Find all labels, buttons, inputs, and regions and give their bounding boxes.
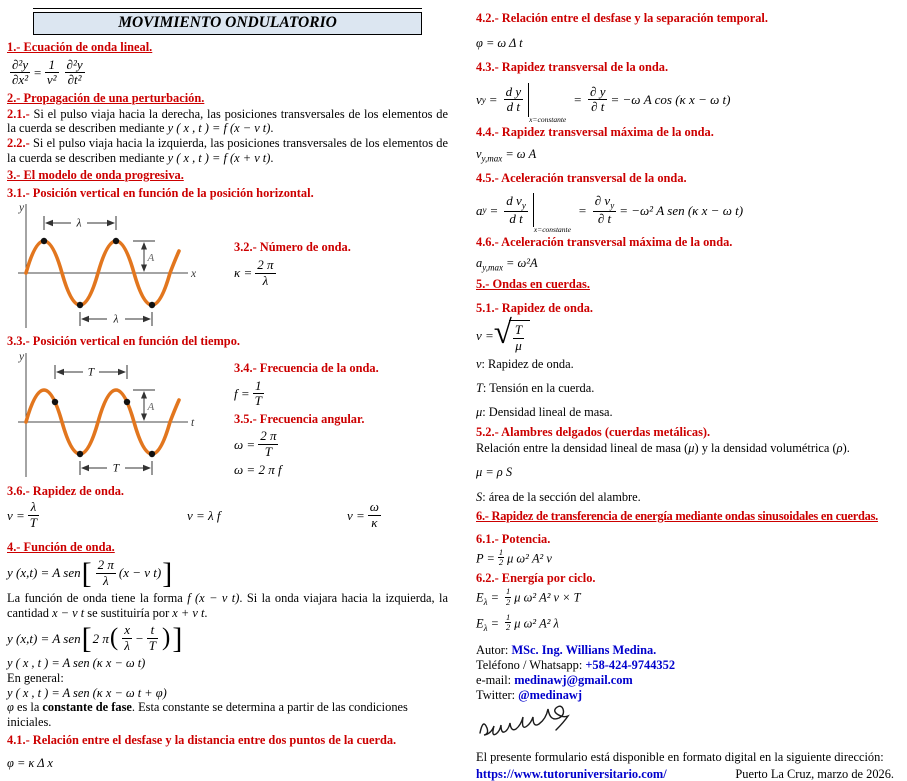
author-line: Autor: MSc. Ing. Willians Medina. — [476, 643, 657, 658]
eq-wave-number: κ = $\frac{2 \pi}{\lambda}$ — [234, 257, 274, 288]
eq-angular-frequency-2: ω = 2 π f — [234, 462, 282, 478]
eq-transverse-acceleration: a y = $\frac{d v_y}{\text{d t}}$ x=constante = $\frac{\partial v_y}{\partial t}$ = −ω² A sen (κ x − ω t) — [476, 193, 744, 235]
figure-2-side — [234, 350, 379, 481]
section-3-4-heading: 3.4.- Frecuencia de la onda. — [234, 361, 379, 375]
footer-place-date: Puerto La Cruz, marzo de 2026. — [735, 766, 894, 781]
right-bracket: ] — [162, 556, 173, 590]
fig2-y-axis-label: y — [19, 351, 25, 363]
eq-wave-function-1: y (x,t) = A sen [ $\frac{2 \pi}{\lambda}$ (x − v t) ] — [7, 556, 173, 590]
eq-wave-function-2: y (x,t) = A sen [ 2 π ( $\frac{x}{\lambda}$ − $\frac{t}{T}$ ) ] — [7, 621, 183, 655]
section-4-2-heading: 4.2.- Relación entre el desfase y la separación temporal. — [476, 11, 768, 25]
section-3-1-heading: 3.1.- Posición vertical en función de la posición horizontal. — [7, 185, 314, 200]
twitter-line: Twitter: @medinawj — [476, 688, 582, 703]
fig2-amplitude-label: A — [147, 401, 155, 413]
paragraph-2-1: 2.1.- Si el pulso viaja hacia la derecha, las posiciones transversales de los elementos de la cuerda se describen mediante y ( x , t ) = f (x − v t). — [7, 106, 448, 136]
section-3-2-heading: 3.2.- Número de onda. — [234, 240, 351, 255]
contact-block — [476, 643, 902, 704]
left-paren: ( — [109, 624, 119, 652]
eq-wave-equation: $\frac{\text{∂²y}}{\text{∂x²}}$ = $\frac{1}{\text{v²}}$ $\frac{\text{∂²y}}{\text{∂t²}}$ — [12, 56, 83, 88]
section-4-5-heading: 4.5.- Aceleración transversal de la onda. — [476, 170, 687, 185]
radical-symbol: √ — [493, 315, 512, 352]
page-title: MOVIMIENTO ONDULATORIO — [33, 12, 422, 35]
eq-wave-function-3: y ( x , t ) = A sen (κ x − ω t) — [7, 656, 146, 671]
fig1-x-axis-label: x — [191, 268, 197, 281]
footer-line — [476, 767, 902, 781]
wave-speed-equations-row — [7, 500, 448, 537]
eq-max-transverse-acceleration: $a_{y,max} = \omega^2A$ — [476, 255, 538, 273]
eq-speed-omega-kappa: v = $\frac{\omega}{\kappa}$ — [347, 499, 379, 530]
signature-image — [476, 707, 580, 743]
fig2-t-axis-label: t — [191, 417, 195, 429]
paragraph-5-2: Relación entre la densidad lineal de masa (μ) y la densidad volumétrica (ρ). — [476, 440, 850, 455]
section-5-1-heading: 5.1.- Rapidez de onda. — [476, 300, 594, 315]
section-5-heading: 5.- Ondas en cuerdas. — [476, 276, 590, 291]
section-6-heading: 6.- Rapidez de transferencia de energía mediante ondas sinusoidales en cuerdas. — [476, 508, 878, 523]
fig1-lambda-bottom-label: λ — [113, 313, 119, 326]
in-general-label: En general: — [7, 671, 64, 686]
definition-mu: μ: Densidad lineal de masa. — [476, 404, 613, 419]
wave-vs-position-figure — [7, 201, 232, 331]
definition-T: T: Tensión en la cuerda. — [476, 380, 595, 395]
definition-S: S: área de la sección del alambre. — [476, 490, 641, 504]
evaluated-at-bar — [533, 193, 534, 227]
fig1-y-axis-label: y — [19, 202, 25, 215]
section-3-3-heading: 3.3.- Posición vertical en función del tiempo. — [7, 334, 240, 349]
eq-speed-lambda-T: v = $\frac{\lambda}{T}$ — [7, 499, 38, 530]
eq-max-transverse-speed: $v_{y,max} = \omega$ A — [476, 146, 537, 163]
section-6-1-heading: 6.1.- Potencia. — [476, 532, 551, 547]
right-paren: ) — [162, 624, 171, 652]
section-3-5-heading: 3.5.- Frecuencia angular. — [234, 411, 365, 426]
fig2-period-top-label: T — [87, 366, 95, 379]
right-column — [476, 8, 902, 781]
phone-line: Teléfono / Whatsapp: +58-424-9744352 — [476, 658, 676, 673]
section-4-4-heading: 4.4.- Rapidez transversal máxima de la onda. — [476, 124, 714, 139]
definition-v: v: Rapidez de onda. — [476, 357, 574, 372]
eq-string-wave-speed: v = √ $\frac{T}{\mu}$ — [476, 317, 902, 353]
paragraph-4: La función de onda tiene la forma f (x − v t). Si la onda viajara hacia la izquierda, la cantidad x − v t se sustituiría por x + v t. — [7, 591, 448, 620]
twitter-handle-link[interactable]: @medinawj — [518, 688, 582, 703]
paragraph-2-2: 2.2.- Si el pulso viaja hacia la izquierda, las posiciones transversales de los elementos de la cuerda se describen mediante y ( x , t ) = f (x + v t). — [7, 135, 448, 165]
section-6-2-heading: 6.2.- Energía por ciclo. — [476, 570, 596, 585]
email-link[interactable]: medinawj@gmail.com — [514, 673, 633, 688]
section-4-6-heading: 4.6.- Aceleración transversal máxima de la onda. — [476, 235, 733, 250]
evaluated-at-bar — [528, 83, 529, 117]
website-link[interactable]: https://www.tutoruniversitario.com/ — [476, 766, 667, 781]
eq-phase-time: φ = ω Δ t — [476, 35, 523, 50]
eq-speed-lambda-f: v = λ f — [187, 508, 221, 524]
fig1-lambda-top-label: λ — [76, 217, 82, 230]
section-3-6-heading: 3.6.- Rapidez de onda. — [7, 483, 125, 498]
figure-1-side — [234, 201, 351, 331]
wave-vs-time-figure — [7, 350, 232, 480]
eq-linear-density: μ = ρ S — [476, 465, 513, 480]
section-2-heading: 2.- Propagación de una perturbación. — [7, 91, 205, 105]
figure-1-row — [7, 201, 448, 331]
eq-transverse-speed: v y = $\frac{\text{d y}}{\text{d t}}$ x=constante = $\frac{\partial y}{\partial t}$ = −ω A cos (κ x − ω t) — [476, 83, 731, 125]
footer-availability-text: El presente formulario está disponible en formato digital en la siguiente dirección: — [476, 750, 884, 765]
phase-constant-note: φ es la constante de fase. Esta constante se determina a partir de las condiciones iniciales. — [7, 700, 408, 729]
eq-frequency: f = $\frac{1}{T}$ — [234, 377, 262, 409]
section-1-heading: 1.- Ecuación de onda lineal. — [7, 40, 153, 55]
fig2-period-bottom-label: T — [112, 462, 120, 475]
section-4-heading: 4.- Función de onda. — [7, 540, 115, 555]
left-column — [7, 6, 448, 771]
top-rule — [33, 8, 422, 9]
section-4-3-heading: 4.3.- Rapidez transversal de la onda. — [476, 60, 669, 75]
eq-power: P = $\frac{1}{2}$ μ ω² A² v — [476, 546, 552, 568]
square-root: √ $\frac{T}{\mu}$ — [494, 317, 530, 353]
figure-2-row — [7, 350, 448, 481]
eq-energy-per-cycle-1: $E_\lambda$ = $\frac{1}{2}$ μ ω² A² v × T — [476, 586, 581, 607]
phone-number-link[interactable]: +58-424-9744352 — [585, 658, 676, 673]
section-3-heading: 3.- El modelo de onda progresiva. — [7, 168, 184, 183]
fig1-amplitude-label: A — [147, 252, 155, 265]
right-bracket: ] — [172, 621, 183, 655]
section-4-1-heading: 4.1.- Relación entre el desfase y la distancia entre dos puntos de la cuerda. — [7, 732, 397, 747]
eq-wave-function-4: y ( x , t ) = A sen (κ x − ω t + φ) — [7, 685, 167, 700]
author-name: MSc. Ing. Willians Medina. — [511, 643, 657, 658]
left-bracket: [ — [81, 621, 92, 655]
email-line: e-mail: medinawj@gmail.com — [476, 673, 633, 688]
left-bracket: [ — [81, 556, 92, 590]
section-5-2-heading: 5.2.- Alambres delgados (cuerdas metálicas). — [476, 425, 711, 440]
eq-energy-per-cycle-2: $E_\lambda$ = $\frac{1}{2}$ μ ω² A² λ — [476, 611, 559, 633]
eq-angular-frequency-1: ω = $\frac{2 \pi}{T}$ — [234, 428, 277, 459]
eq-phase-distance: φ = κ Δ x — [7, 756, 53, 771]
